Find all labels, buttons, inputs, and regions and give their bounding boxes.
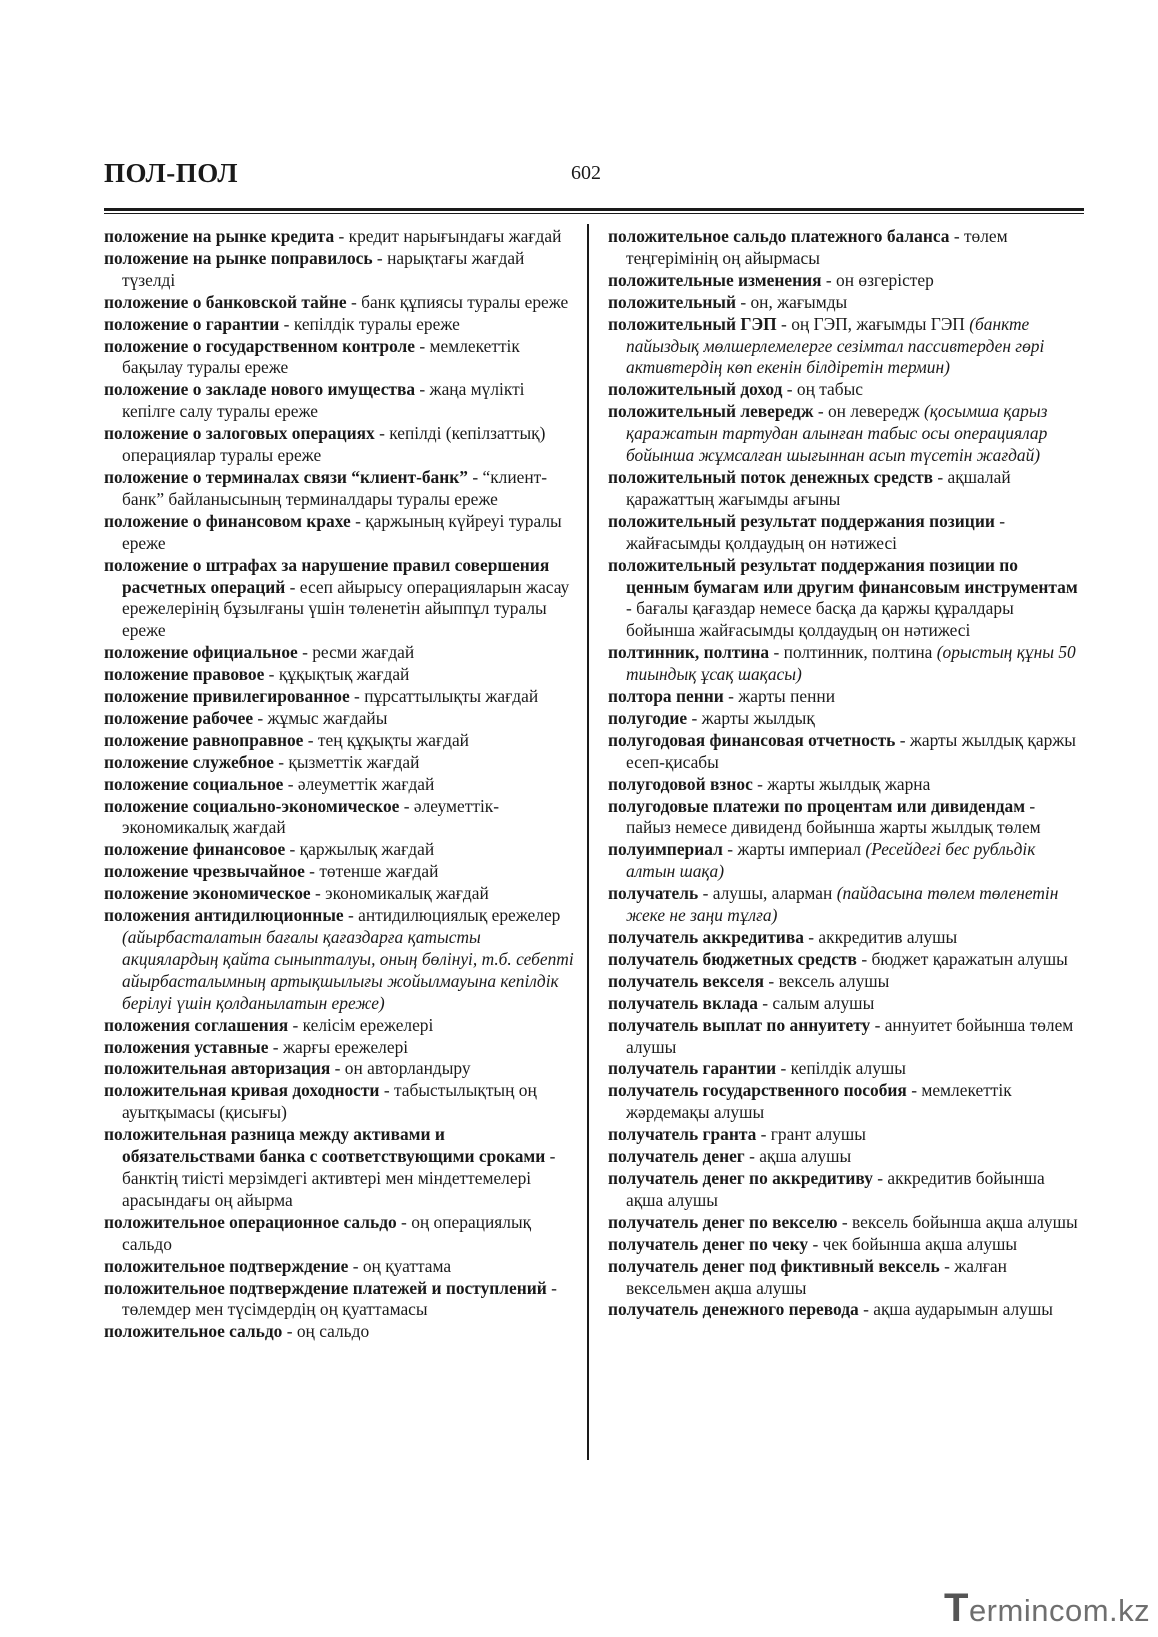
dictionary-entry (104, 1058, 574, 1080)
entry-term: положение о финансовом крахе (104, 510, 351, 531)
entry-note: (Ресейдегі бес рубльдік алтын шақа) (626, 839, 1036, 882)
terminecom-watermark-logo (944, 1586, 1150, 1631)
entry-term: получатель гарантии (608, 1058, 777, 1079)
dictionary-entry (608, 226, 1084, 270)
entry-term: получатель денег (608, 1146, 745, 1167)
dictionary-entry (608, 1058, 1084, 1080)
entry-definition: - оң операциялық сальдо (122, 1211, 532, 1254)
dictionary-entry (608, 686, 1084, 708)
dictionary-entry (608, 1234, 1084, 1256)
entry-term: получатель бюджетных средств (608, 948, 857, 969)
dictionary-entry (104, 379, 574, 423)
entry-definition: - әлеуметтік жағдай (283, 773, 435, 794)
entry-term: полтинник, полтина (608, 642, 770, 663)
entry-term: положение чрезвычайное (104, 861, 305, 882)
entry-definition: - кредит нарығындағы жағдай (334, 226, 562, 246)
entry-term: положительная авторизация (104, 1058, 331, 1079)
entry-term: положения уставные (104, 1036, 269, 1057)
entry-definition: - он, жағымды (735, 291, 848, 312)
entry-note: (пайдасына төлем төленетін жеке не заңи тұлға) (626, 883, 1059, 926)
entry-definition: - тең құқықты жағдай (303, 729, 469, 750)
entry-definition: - пайыз немесе дивиденд бойынша жарты жылдық төлем (626, 795, 1041, 838)
entry-definition: - қаржының күйреуі туралы ереже (122, 510, 562, 553)
entry-definition: - жалған вексельмен ақша алушы (626, 1255, 1007, 1298)
entry-definition: - оң қуаттама (348, 1255, 452, 1276)
entry-definition: - банктің тиісті мерзімдегі активтері мен міндеттемелері арасындағы оң айырма (122, 1146, 556, 1210)
dictionary-entry (608, 796, 1084, 840)
entry-definition: - “клиент-банк” байланысының терминалдары туралы ереже (122, 466, 548, 509)
entry-term: положительное сальдо (104, 1321, 283, 1342)
dictionary-entry (104, 423, 574, 467)
dictionary-entry (608, 1212, 1084, 1234)
entry-definition: - жарты жылдық (687, 707, 815, 728)
entry-definition: - төлемдер мен түсімдердің оң қуаттамасы (122, 1277, 557, 1320)
entry-term: положение социально-экономическое (104, 795, 400, 816)
entry-definition: - он өзгерістер (821, 269, 934, 290)
dictionary-entry (104, 1278, 574, 1322)
entry-term: положение официальное (104, 642, 298, 663)
entry-definition: - салым алушы (757, 992, 875, 1013)
entry-term: положительный результат поддержания позиции по ценным бумагам или другим финансовым инструментам (608, 554, 1078, 597)
dictionary-entry (104, 1037, 574, 1059)
entry-term: положение о закладе нового имущества (104, 379, 416, 400)
entry-term: положение о штрафах за нарушение правил совершения расчетных операций (104, 554, 550, 597)
entry-term: положительный поток денежных средств (608, 466, 934, 487)
dictionary-entry (608, 642, 1084, 686)
entry-definition: - кепілдік алушы (776, 1058, 906, 1079)
entry-definition: - оң табыс (782, 379, 864, 400)
entry-definition: - табыстылықтың оң ауытқымасы (қисығы) (122, 1080, 537, 1123)
dictionary-entry (104, 752, 574, 774)
entry-definition: - кепілдік туралы ереже (279, 313, 460, 334)
entry-term: полугодовые платежи по процентам или дивидендам (608, 795, 1026, 816)
entry-definition: - аннуитет бойынша төлем алушы (626, 1014, 1074, 1057)
dictionary-entry (104, 708, 574, 730)
dictionary-entry (608, 555, 1084, 643)
entry-definition: - оң ГЭП, жағымды ГЭП (776, 313, 970, 334)
dictionary-entry (608, 1168, 1084, 1212)
page-header-title: ПОЛ-ПОЛ (104, 158, 239, 188)
dictionary-entry (608, 839, 1084, 883)
dictionary-entry (104, 861, 574, 883)
dictionary-entry (104, 1256, 574, 1278)
dictionary-entry (104, 664, 574, 686)
entry-note: (айырбасталатын бағалы қағаздарға қатысты акциялардың қайта сыныпталуы, оның бөлінуі, т.б. себепті айырбасталымның артықшылығы жойылмауына кепілдік берілуі үшін қолданылатын ереже) (122, 927, 574, 1013)
watermark-initial: T (944, 1586, 969, 1630)
dictionary-entry (104, 1321, 574, 1343)
entry-term: положение социальное (104, 773, 284, 794)
dictionary-entry (608, 1299, 1084, 1321)
entry-definition: - келісім ережелері (288, 1014, 434, 1035)
dictionary-entry (104, 686, 574, 708)
dictionary-entry (104, 730, 574, 752)
entry-term: получатель денег по векселю (608, 1211, 838, 1232)
entry-definition: - нарықтағы жағдай түзелді (122, 247, 525, 290)
dictionary-entry (104, 642, 574, 664)
entry-definition: - ақшалай қаражаттың жағымды ағыны (626, 466, 1011, 509)
dictionary-entry (104, 248, 574, 292)
dictionary-entry (608, 1015, 1084, 1059)
entry-definition: - аккредитив алушы (803, 927, 958, 947)
entry-term: положительный ГЭП (608, 313, 777, 334)
entry-term: положительное подтверждение платежей и поступлений (104, 1277, 547, 1298)
entry-definition: - банк құпиясы туралы ереже (346, 291, 569, 312)
entry-definition: - пұрсаттылықты жағдай (349, 686, 539, 707)
entry-term: положительное операционное сальдо (104, 1211, 397, 1232)
entry-term: положительная кривая доходности (104, 1080, 380, 1101)
entry-term: положительный левередж (608, 401, 814, 422)
dictionary-entry (104, 467, 574, 511)
entry-term: положение финансовое (104, 839, 286, 860)
dictionary-entry (104, 226, 574, 248)
entry-term: положение экономическое (104, 883, 311, 904)
left-column (104, 226, 574, 1343)
entry-term: полуимпериал (608, 839, 723, 860)
entry-definition: - ақша алушы (744, 1146, 852, 1167)
dictionary-entry (104, 883, 574, 905)
entry-definition: - экономикалық жағдай (310, 883, 489, 904)
dictionary-entry (104, 796, 574, 840)
entry-definition: - грант алушы (756, 1124, 866, 1145)
header-rule-thin (104, 213, 1084, 214)
dictionary-entry (608, 314, 1084, 380)
dictionary-entry (608, 949, 1084, 971)
entry-definition: - жарты жылдық қаржы есеп-қисабы (626, 729, 1076, 772)
entry-term: получатель вклада (608, 992, 758, 1013)
column-divider (587, 224, 589, 1460)
dictionary-entry (104, 1080, 574, 1124)
entry-definition: - төтенше жағдай (304, 861, 439, 882)
entry-note: (қосымша қарыз қаражатын тартудан алынған табыс осы операциялар бойынша жұмсалған шығыннан асып түсетін жағдай) (626, 401, 1048, 466)
entry-term: положительная разница между активами и обязательствами банка с соответствующими сроками (104, 1124, 546, 1167)
entry-definition: - антидилюциялық ережелер (343, 905, 561, 926)
entry-term: получатель денег под фиктивный вексель (608, 1255, 940, 1276)
entry-note: (банкте пайыздық мөлшерлемелерге сезімтал пассивтерден гөрі активтердің көп екенін білдіретін термин) (626, 313, 1045, 378)
entry-term: положение служебное (104, 751, 274, 772)
entry-term: положительный (608, 291, 736, 312)
entry-definition: - қаржылық жағдай (285, 839, 435, 860)
entry-term: положительный результат поддержания позиции (608, 510, 995, 531)
entry-definition: - жаңа мүлікті кепілге салу туралы ереже (122, 379, 525, 422)
dictionary-entry (608, 292, 1084, 314)
entry-term: полугодовая финансовая отчетность (608, 729, 896, 750)
entry-term: полтора пенни (608, 686, 724, 707)
entry-definition: - ақша аударымын алушы (858, 1299, 1053, 1320)
entry-term: положение равноправное (104, 729, 304, 750)
dictionary-entry (608, 971, 1084, 993)
entry-definition: - бюджет қаражатын алушы (856, 948, 1068, 969)
watermark-text: ermincom.kz (968, 1593, 1151, 1628)
entry-definition: - кепілді (кепілзаттық) операциялар туралы ереже (122, 423, 546, 466)
entry-definition: - он авторландыру (330, 1058, 471, 1079)
dictionary-entry (608, 401, 1084, 467)
entry-term: положение о банковской тайне (104, 291, 347, 312)
entry-term: получатель денег по аккредитиву (608, 1167, 873, 1188)
dictionary-entry (104, 1015, 574, 1037)
entry-term: положительный доход (608, 379, 783, 400)
entry-term: получатель гранта (608, 1124, 757, 1145)
dictionary-entry (104, 555, 574, 643)
entry-definition: - оң сальдо (282, 1321, 370, 1342)
entry-term: положительное сальдо платежного баланса (608, 226, 950, 246)
entry-definition: - бағалы қағаздар немесе басқа да қаржы құралдары бойынша жайғасымды қолдаудың он нәтижесі (626, 598, 1014, 641)
entry-term: положение рабочее (104, 707, 254, 728)
entry-definition: - қызметтік жағдай (273, 751, 420, 772)
entry-term: получатель денег по чеку (608, 1233, 809, 1254)
entry-term: положения соглашения (104, 1014, 289, 1035)
dictionary-entry (104, 774, 574, 796)
entry-term: получатель государственного пособия (608, 1080, 907, 1101)
entry-definition: - есеп айырысу операцияларын жасау ережелерінің бұзылғаны үшін төленетін айыппұл туралы ереже (122, 576, 570, 641)
dictionary-entry (608, 730, 1084, 774)
dictionary-entry (608, 379, 1084, 401)
entry-term: полугодие (608, 707, 688, 728)
entry-term: положительное подтверждение (104, 1255, 349, 1276)
entry-definition: - ресми жағдай (297, 642, 415, 663)
dictionary-entry (608, 467, 1084, 511)
entry-definition: - жарты пенни (723, 686, 836, 707)
dictionary-entry (608, 993, 1084, 1015)
entry-definition: - жайғасымды қолдаудың он нәтижесі (626, 510, 1005, 553)
entry-definition: - төлем теңгерімінің оң айырмасы (626, 226, 1008, 268)
entry-term: положение о терминалах связи “клиент-банк” (104, 466, 468, 487)
entry-definition: - алушы, аларман (698, 883, 837, 904)
dictionary-entry (608, 1146, 1084, 1168)
entry-term: положение на рынке поправилось (104, 247, 373, 268)
dictionary-entry (608, 927, 1084, 949)
entry-definition: - он левередж (813, 401, 924, 422)
dictionary-entry (104, 336, 574, 380)
dictionary-entry (608, 883, 1084, 927)
entry-note: (орыстың құны 50 тиындық ұсақ шақасы) (626, 642, 1076, 685)
entry-definition: - жұмыс жағдайы (253, 707, 388, 728)
entry-definition: - мемлекеттік бақылау туралы ереже (122, 335, 520, 378)
entry-term: полугодовой взнос (608, 773, 753, 794)
dictionary-entry (608, 511, 1084, 555)
entry-term: положения антидилюционные (104, 905, 344, 926)
entry-term: получатель денежного перевода (608, 1299, 859, 1320)
entry-term: получатель выплат по аннуитету (608, 1014, 871, 1035)
entry-definition: - жарты империал (722, 839, 866, 860)
dictionary-entry (104, 1124, 574, 1212)
entry-term: положение на рынке кредита (104, 226, 335, 246)
dictionary-entry (608, 708, 1084, 730)
entry-definition: - аккредитив бойынша ақша алушы (626, 1167, 1045, 1210)
dictionary-entry (104, 314, 574, 336)
entry-definition: - чек бойынша ақша алушы (808, 1233, 1018, 1254)
entry-definition: - мемлекеттік жәрдемақы алушы (626, 1080, 1012, 1123)
entry-term: положительные изменения (608, 269, 822, 290)
dictionary-entry (608, 270, 1084, 292)
header-rule-thick (104, 208, 1084, 211)
dictionary-entry (608, 1256, 1084, 1300)
entry-term: положение о залоговых операциях (104, 423, 375, 444)
dictionary-entry (104, 1212, 574, 1256)
entry-term: получатель аккредитива (608, 927, 804, 947)
entry-term: получатель (608, 883, 699, 904)
dictionary-entry (104, 292, 574, 314)
entry-definition: - жарғы ережелері (268, 1036, 409, 1057)
entry-definition: - жарты жылдық жарна (752, 773, 931, 794)
dictionary-entry (608, 1124, 1084, 1146)
entry-term: положение привилегированное (104, 686, 350, 707)
entry-definition: - вексель алушы (764, 970, 890, 991)
dictionary-entry (608, 774, 1084, 796)
dictionary-entry (104, 511, 574, 555)
entry-term: получатель векселя (608, 970, 765, 991)
dictionary-entry (104, 905, 574, 1015)
page-number: 602 (571, 162, 601, 184)
right-column (608, 226, 1084, 1321)
entry-term: положение о гарантии (104, 313, 280, 334)
dictionary-entry (608, 1080, 1084, 1124)
entry-definition: - вексель бойынша ақша алушы (837, 1211, 1078, 1232)
entry-term: положение о государственном контроле (104, 335, 416, 356)
entry-definition: - полтинник, полтина (769, 642, 937, 663)
entry-term: положение правовое (104, 664, 265, 685)
entry-definition: - құқықтық жағдай (264, 664, 410, 685)
dictionary-entry (104, 839, 574, 861)
entry-definition: - әлеуметтік-экономикалық жағдай (122, 795, 500, 838)
